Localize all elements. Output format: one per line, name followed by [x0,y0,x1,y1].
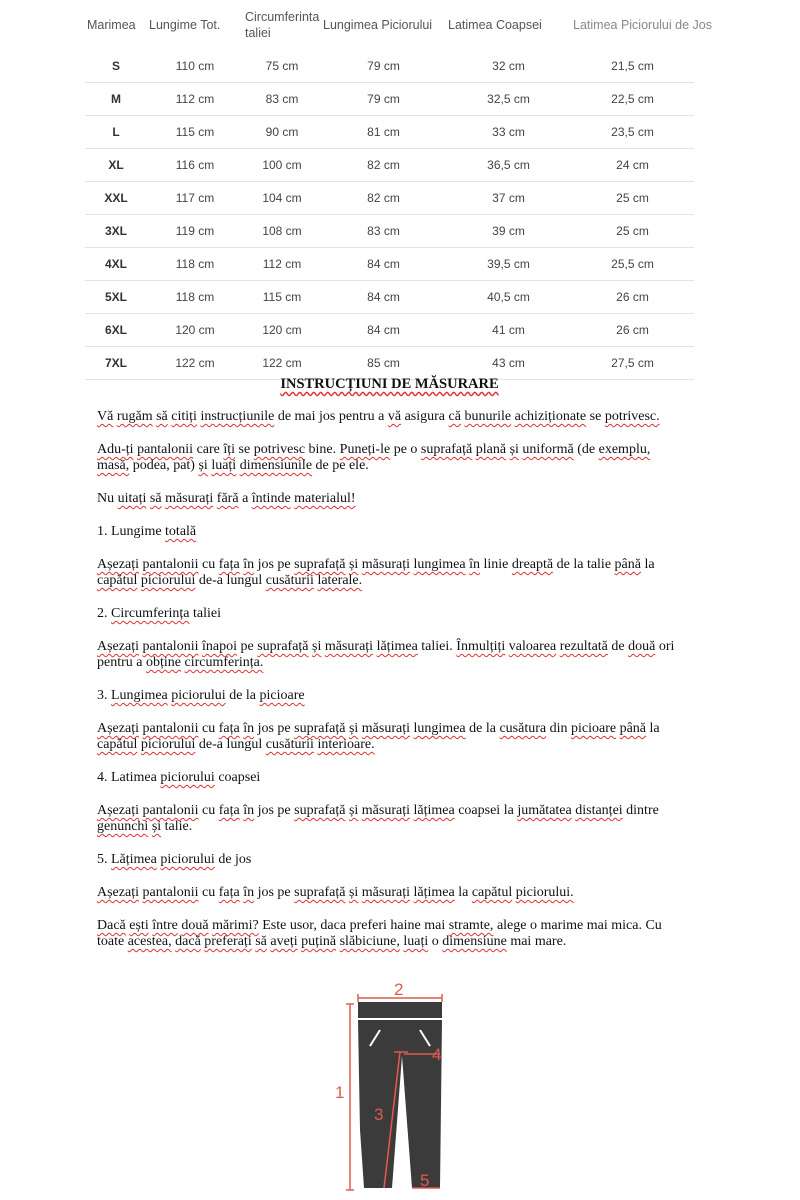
cell-leg-length: 81 cm [321,116,446,149]
cell-hem-width: 21,5 cm [571,50,694,83]
instructions-body [97,409,682,950]
table-row [85,83,694,116]
cell-size: 3XL [85,215,147,248]
cell-size: S [85,50,147,83]
measuring-instructions [97,376,682,967]
cell-waist: 75 cm [243,50,321,83]
header-size: Marimea [87,18,136,32]
cell-leg-length: 84 cm [321,314,446,347]
cell-size: L [85,116,147,149]
instruction-paragraph: Așezați pantalonii cu fața în jos pe suprafață și măsurați lungimea în linie dreaptă de la talie până la capătul piciorului de-a lungul cusăturii laterale. [97,557,655,588]
cell-leg-length: 84 cm [321,281,446,314]
instruction-paragraph: Adu-ți pantalonii care îți se potrivesc bine. Puneți-le pe o suprafață plană și uniformă (de exemplu, masă, podea, pat) și luați dimensiunile de pe ele. [97,442,651,473]
size-table [85,0,712,380]
cell-hem-width: 22,5 cm [571,83,694,116]
cell-thigh-width: 41 cm [446,314,571,347]
cell-total-length: 118 cm [147,248,243,281]
table-row [85,248,694,281]
cell-total-length: 112 cm [147,83,243,116]
cell-size: XXL [85,182,147,215]
cell-total-length: 120 cm [147,314,243,347]
cell-thigh-width: 32,5 cm [446,83,571,116]
instruction-paragraph: Vă rugăm să citiți instrucțiunile de mai jos pentru a vă asigura că bunurile achiziționate se potrivesc. [97,409,660,424]
cell-thigh-width: 43 cm [446,347,571,380]
cell-size: 6XL [85,314,147,347]
header-leg-length: Lungimea Piciorului [323,18,433,32]
table-row [85,281,694,314]
cell-leg-length: 85 cm [321,347,446,380]
cell-total-length: 117 cm [147,182,243,215]
cell-total-length: 110 cm [147,50,243,83]
cell-thigh-width: 37 cm [446,182,571,215]
cell-leg-length: 83 cm [321,215,446,248]
marker-label-1: 1 [335,1083,345,1102]
cell-waist: 115 cm [243,281,321,314]
cell-size: 4XL [85,248,147,281]
cell-waist: 112 cm [243,248,321,281]
cell-leg-length: 82 cm [321,182,446,215]
instruction-paragraph: Așezați pantalonii cu fața în jos pe suprafață și măsurați lungimea de la cusătura din picioare până la capătul piciorului de-a lungul cusăturii interioare. [97,721,660,752]
size-table-body [85,50,694,380]
instruction-paragraph: Nu uitați să măsurați fără a întinde materialul! [97,491,356,506]
size-table-header-row [85,0,694,50]
cell-total-length: 118 cm [147,281,243,314]
cell-size: 7XL [85,347,147,380]
table-row [85,215,694,248]
cell-leg-length: 79 cm [321,83,446,116]
cell-hem-width: 23,5 cm [571,116,694,149]
waistband [358,1002,442,1018]
table-row [85,314,694,347]
cell-waist: 120 cm [243,314,321,347]
pants-measurement-diagram [328,980,458,1200]
cell-thigh-width: 36,5 cm [446,149,571,182]
marker-label-4: 4 [432,1045,442,1064]
header-total-length: Lungime Tot. [149,18,221,32]
cell-thigh-width: 39 cm [446,215,571,248]
instruction-paragraph: Așezați pantalonii cu fața în jos pe suprafață și măsurați lățimea coapsei la jumătatea distanței dintre genunchi și talie. [97,803,659,834]
instruction-paragraph: Așezați pantalonii înapoi pe suprafață și măsurați lățimea taliei. Înmulțiți valoarea rezultată de două ori pentru a obține circumferința. [97,639,675,670]
table-row [85,116,694,149]
cell-leg-length: 84 cm [321,248,446,281]
header-waist-circumference: Circumferinta taliei [245,10,320,40]
table-row [85,149,694,182]
cell-hem-width: 25 cm [571,215,694,248]
marker-label-3: 3 [374,1105,384,1124]
instruction-step-heading: 1. Lungime totală [97,524,197,539]
instruction-step-heading: 4. Latimea piciorului coapsei [97,770,261,785]
cell-hem-width: 25,5 cm [571,248,694,281]
header-hem-width: Latimea Piciorului de Jos [573,18,712,32]
cell-hem-width: 26 cm [571,314,694,347]
cell-waist: 104 cm [243,182,321,215]
marker-label-2: 2 [394,980,404,999]
cell-size: XL [85,149,147,182]
cell-total-length: 116 cm [147,149,243,182]
cell-hem-width: 25 cm [571,182,694,215]
cell-waist: 90 cm [243,116,321,149]
cell-hem-width: 24 cm [571,149,694,182]
marker-label-5: 5 [420,1171,430,1190]
instruction-step-heading: 2. Circumferința taliei [97,606,222,621]
cell-size: M [85,83,147,116]
header-thigh-width: Latimea Coapsei [448,18,542,32]
cell-total-length: 115 cm [147,116,243,149]
cell-hem-width: 26 cm [571,281,694,314]
instructions-title: INSTRUCȚIUNI DE MĂSURARE [280,376,499,392]
instruction-step-heading: 3. Lungimea piciorului de la picioare [97,688,305,703]
cell-waist: 83 cm [243,83,321,116]
cell-size: 5XL [85,281,147,314]
cell-leg-length: 82 cm [321,149,446,182]
cell-leg-length: 79 cm [321,50,446,83]
cell-thigh-width: 39,5 cm [446,248,571,281]
table-row [85,50,694,83]
instruction-paragraph: Dacă ești între două mărimi? Este usor, daca preferi haine mai stramte, alege o marime mai mica. Cu toate acestea, dacă preferați să aveți puțină slăbiciune, luați o dimensiune mai mare. [97,918,662,949]
cell-waist: 100 cm [243,149,321,182]
cell-total-length: 122 cm [147,347,243,380]
cell-thigh-width: 33 cm [446,116,571,149]
cell-waist: 122 cm [243,347,321,380]
table-row [85,182,694,215]
cell-waist: 108 cm [243,215,321,248]
cell-thigh-width: 40,5 cm [446,281,571,314]
instruction-step-heading: 5. Lățimea piciorului de jos [97,852,252,867]
table-row [85,347,694,380]
instruction-paragraph: Așezați pantalonii cu fața în jos pe suprafață și măsurați lățimea la capătul piciorului. [97,885,574,900]
cell-thigh-width: 32 cm [446,50,571,83]
cell-total-length: 119 cm [147,215,243,248]
cell-hem-width: 27,5 cm [571,347,694,380]
